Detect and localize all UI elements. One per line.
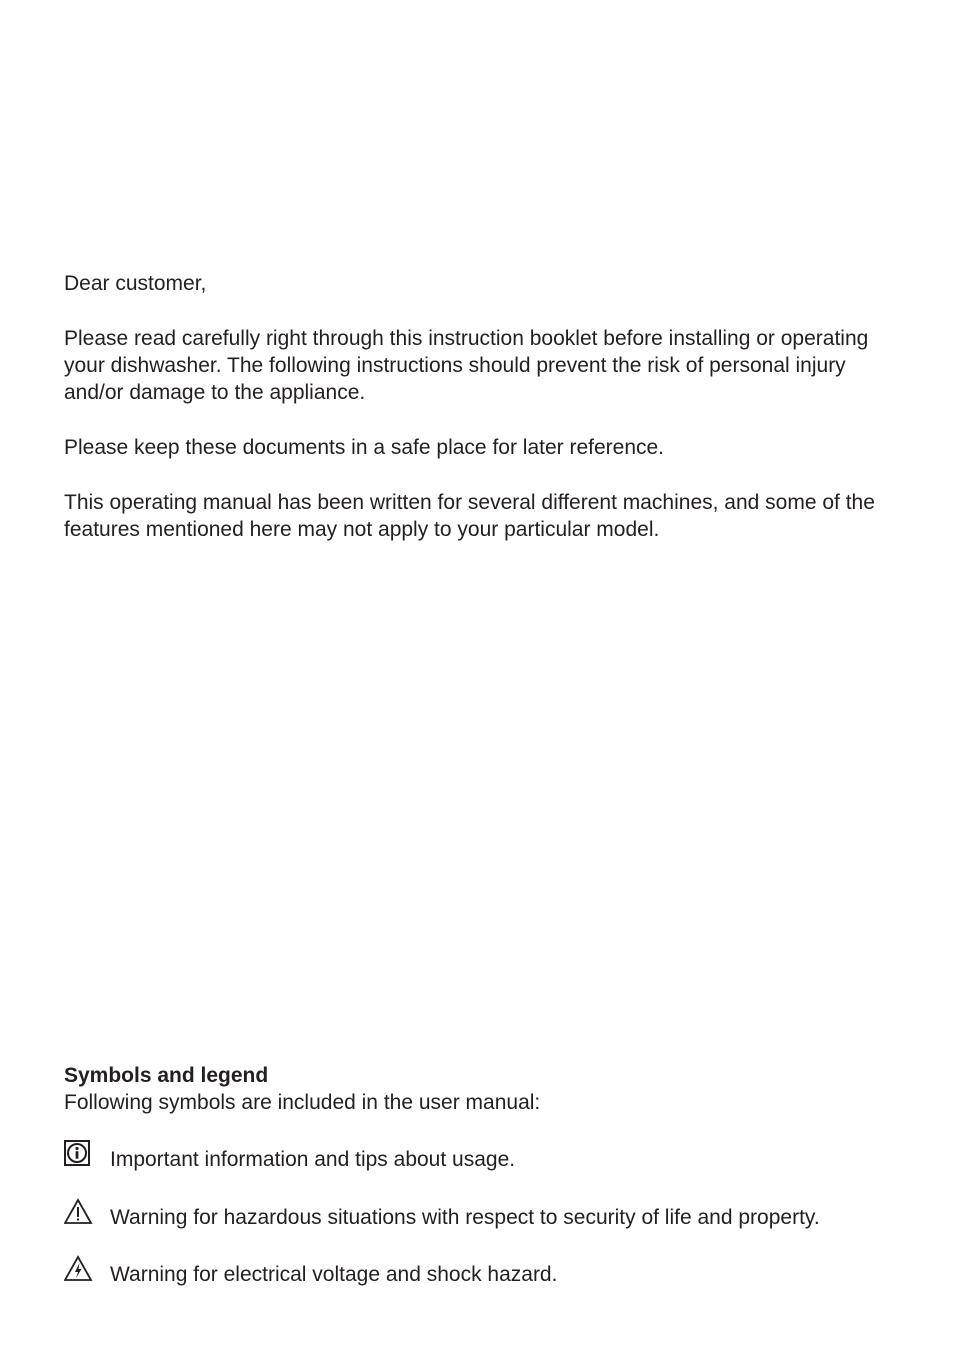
legend-intro: Following symbols are included in the user manual: <box>64 1091 541 1114</box>
info-icon <box>64 1140 94 1170</box>
warning-triangle-icon <box>64 1198 94 1228</box>
legend-item-warning <box>64 1198 904 1228</box>
greeting: Dear customer, <box>64 272 207 295</box>
legend-item-electrical <box>64 1255 904 1285</box>
legend-title: Symbols and legend <box>64 1064 269 1087</box>
models-note-paragraph: This operating manual has been written for several different machines, and some of the features mentioned here may not apply to your particular model. <box>64 491 875 541</box>
intro-paragraph: Please read carefully right through this instruction booklet before installing or operating your dishwasher. The following instructions should prevent the risk of personal injury and/or damage to the appliance. <box>64 327 869 404</box>
legend-item-text: Warning for hazardous situations with respect to security of life and property. <box>110 1206 820 1229</box>
legend-item-text: Warning for electrical voltage and shock hazard. <box>110 1263 558 1286</box>
keep-documents-paragraph: Please keep these documents in a safe place for later reference. <box>64 436 665 459</box>
legend-item-text: Important information and tips about usage. <box>110 1148 516 1171</box>
electrical-hazard-icon <box>64 1255 94 1285</box>
legend-item-info <box>64 1140 904 1170</box>
